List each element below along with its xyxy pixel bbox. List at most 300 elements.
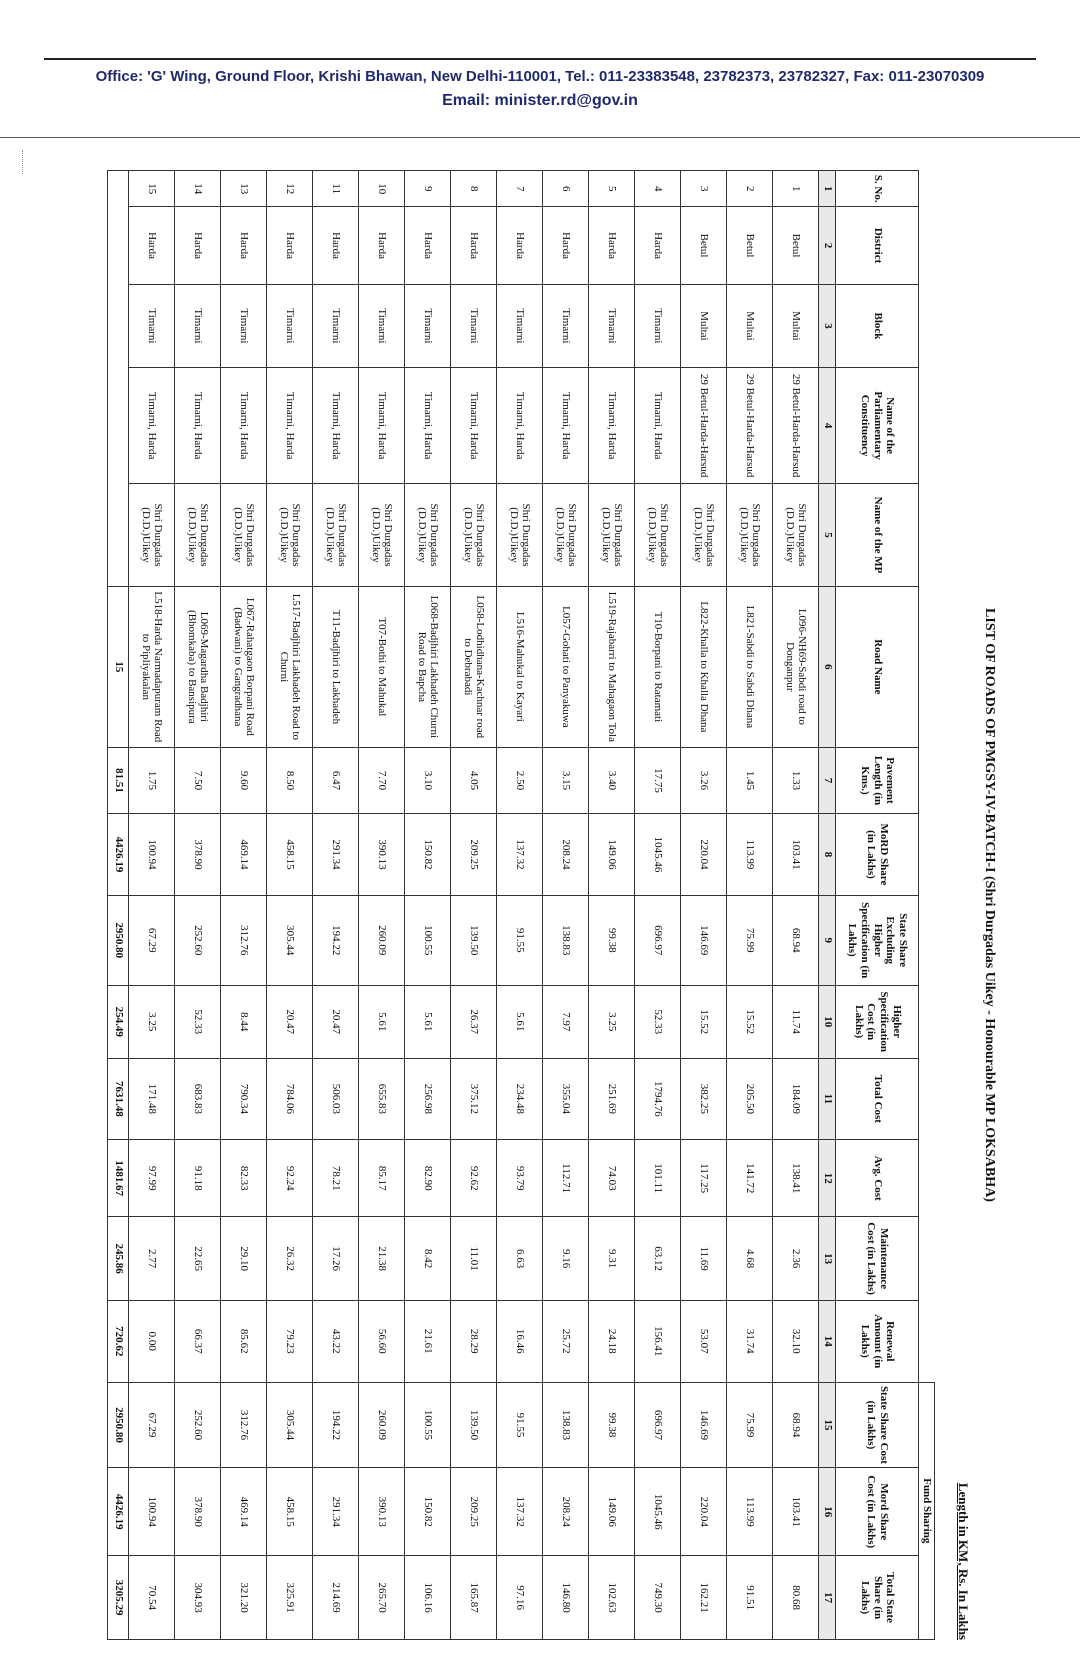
table-cell: 22.65 [175,1217,221,1301]
table-cell: 260.09 [359,1382,405,1468]
table-cell: 63.12 [635,1217,681,1301]
table-cell: 3.25 [589,985,635,1058]
table-row [773,171,819,1640]
table-cell: Harda [313,207,359,284]
table-cell: 17.75 [635,747,681,813]
table-cell: 1.75 [129,747,175,813]
document-title: LIST OF ROADS OF PMGSY-IV-BATCH-I (Shri Durgadas Uikey - Honourable MP LOKSABHA) [982,608,997,1202]
table-cell: 304.93 [175,1556,221,1640]
table-cell: 13 [221,171,267,207]
table-cell: 5 [589,171,635,207]
column-number: 15 [819,1382,836,1468]
table-cell: 1 [773,171,819,207]
table-cell: 6 [543,171,589,207]
table-cell: L068-Badjhiri Lakhadeh Churni Road to Bapcha [405,586,451,747]
table-cell: 112.71 [543,1140,589,1217]
table-cell: Timarni [175,284,221,368]
table-cell: Timarni, Harda [405,368,451,484]
table-cell: 100.55 [405,1382,451,1468]
table-cell: 29 Betul-Harda-Harsud [681,368,727,484]
table-cell: 0.00 [129,1300,175,1382]
table-cell: 1045.46 [635,814,681,895]
table-cell: 194.22 [313,895,359,985]
table-cell: 2.77 [129,1217,175,1301]
table-cell: 24.18 [589,1300,635,1382]
table-cell: 162.21 [681,1556,727,1640]
table-cell: 85.62 [221,1300,267,1382]
table-cell: 70.54 [129,1556,175,1640]
column-header: Renewal Amount (in Lakhs) [836,1300,919,1382]
table-cell: Multai [773,284,819,368]
table-cell: 82.90 [405,1140,451,1217]
table-cell: 375.12 [451,1058,497,1139]
total-cell: 2950.80 [108,895,129,985]
table-cell: L067-Rahatgaon Borpani Road (Badwani) to Gangradhana [221,586,267,747]
table-cell: 208.24 [543,1468,589,1556]
table-cell: 15 [129,171,175,207]
table-cell: 7.70 [359,747,405,813]
table-cell: 1.45 [727,747,773,813]
table-cell: 305.44 [267,895,313,985]
table-cell: 251.69 [589,1058,635,1139]
table-cell: 7 [497,171,543,207]
table-cell: 312.76 [221,895,267,985]
table-row [543,171,589,1640]
table-row [635,171,681,1640]
table-cell: 29.10 [221,1217,267,1301]
table-cell: 93.79 [497,1140,543,1217]
table-cell: 749.30 [635,1556,681,1640]
table-cell: 205.50 [727,1058,773,1139]
table-cell: Harda [221,207,267,284]
table-cell: Harda [175,207,221,284]
table-cell: L517-Badjhiri Lakhadeh Road to Churni [267,586,313,747]
table-cell: 655.83 [359,1058,405,1139]
table-cell: 138.83 [543,1382,589,1468]
table-cell: Timarni, Harda [267,368,313,484]
table-cell: 92.62 [451,1140,497,1217]
table-cell: Betul [773,207,819,284]
table-cell: 256.98 [405,1058,451,1139]
table-cell: 103.41 [773,814,819,895]
table-cell: 56.60 [359,1300,405,1382]
table-cell: 5.61 [497,985,543,1058]
table-cell: Timarni [267,284,313,368]
column-header: Avg. Cost [836,1140,919,1217]
table-cell: 100.94 [129,814,175,895]
table-cell: 321.20 [221,1556,267,1640]
table-cell: 9.31 [589,1217,635,1301]
table-cell: 209.25 [451,1468,497,1556]
table-cell: 91.55 [497,895,543,985]
table-cell: Multai [681,284,727,368]
table-cell: 139.50 [451,1382,497,1468]
column-number: 4 [819,368,836,484]
table-cell: 29 Betul-Harda-Harsud [773,368,819,484]
table-cell: Timarni, Harda [589,368,635,484]
table-cell: 52.33 [175,985,221,1058]
margin-mark [22,150,25,174]
table-cell: 194.22 [313,1382,359,1468]
table-cell: 252.60 [175,895,221,985]
table-cell: 97.99 [129,1140,175,1217]
table-cell: 5.61 [359,985,405,1058]
column-header: State Share Excluding Higher Specification (in Lakhs) [836,895,919,985]
table-cell: 146.80 [543,1556,589,1640]
table-cell: 382.25 [681,1058,727,1139]
table-cell: L519-Rajabarri to Mahagaon Tola [589,586,635,747]
table-cell: Shri Durgadas (D.D.)Uikey [221,484,267,587]
table-cell: 75.99 [727,1382,773,1468]
table-cell: 91.18 [175,1140,221,1217]
table-cell: 15.52 [727,985,773,1058]
table-cell: Timarni [221,284,267,368]
table-cell: 784.06 [267,1058,313,1139]
table-row [497,171,543,1640]
table-cell: 17.26 [313,1217,359,1301]
column-number: 2 [819,207,836,284]
table-cell: Harda [451,207,497,284]
column-number: 1 [819,171,836,207]
table-cell: 97.16 [497,1556,543,1640]
table-cell: 82.33 [221,1140,267,1217]
table-cell: 106.16 [405,1556,451,1640]
total-cell: 4426.19 [108,814,129,895]
table-cell: 790.34 [221,1058,267,1139]
table-cell: 101.11 [635,1140,681,1217]
table-cell: 52.33 [635,985,681,1058]
table-cell: Harda [635,207,681,284]
table-cell: 74.03 [589,1140,635,1217]
table-cell: T11-Badjhiri to Lakhadeh [313,586,359,747]
table-cell: Shri Durgadas (D.D.)Uikey [175,484,221,587]
column-number: 6 [819,586,836,747]
table-cell: 4 [635,171,681,207]
table-cell: L057-Gohati to Panyakuwa [543,586,589,747]
table-cell: 25.72 [543,1300,589,1382]
fund-sharing-row [919,171,935,1640]
table-cell: 683.83 [175,1058,221,1139]
table-cell: 9.16 [543,1217,589,1301]
table-cell: 32.10 [773,1300,819,1382]
table-cell: 165.87 [451,1556,497,1640]
table-cell: Shri Durgadas (D.D.)Uikey [405,484,451,587]
table-cell: 378.90 [175,814,221,895]
fund-sharing-header: Fund Sharing [919,1382,935,1639]
column-number: 10 [819,985,836,1058]
table-cell: Harda [359,207,405,284]
table-cell: 9.60 [221,747,267,813]
table-cell: Shri Durgadas (D.D.)Uikey [451,484,497,587]
table-cell: Timarni [497,284,543,368]
table-cell: Harda [589,207,635,284]
table-cell: Multai [727,284,773,368]
table-cell: 100.94 [129,1468,175,1556]
table-cell: 53.07 [681,1300,727,1382]
column-header: Maintenance Cost (in Lakhs) [836,1217,919,1301]
table-cell: 291.34 [313,814,359,895]
table-cell: 208.24 [543,814,589,895]
table-cell: 291.34 [313,1468,359,1556]
table-cell: Timarni [635,284,681,368]
table-cell: 113.99 [727,814,773,895]
table-cell: 66.37 [175,1300,221,1382]
office-address: Office: 'G' Wing, Ground Floor, Krishi Bhawan, New Delhi-110001, Tel.: 011-23383548, 23782373, 23782327, Fax: 011-23070309 [95,68,985,85]
column-header: District [836,207,919,284]
table-cell: 220.04 [681,1468,727,1556]
table-cell: 137.32 [497,814,543,895]
table-cell: Timarni, Harda [635,368,681,484]
table-cell: 91.55 [497,1382,543,1468]
table-cell: Timarni, Harda [359,368,405,484]
table-body [108,171,819,1640]
table-cell: 138.41 [773,1140,819,1217]
column-number: 14 [819,1300,836,1382]
table-cell: 2.36 [773,1217,819,1301]
table-cell: 1794.76 [635,1058,681,1139]
table-cell: 139.50 [451,895,497,985]
table-cell: 138.83 [543,895,589,985]
table-cell: Timarni [589,284,635,368]
table-cell: L058-Lodhidhana-Kachnar road to Debrabadi [451,586,497,747]
table-cell: 12 [267,171,313,207]
table-cell: 3.25 [129,985,175,1058]
table-cell: 68.94 [773,1382,819,1468]
table-cell: 1045.46 [635,1468,681,1556]
table-row [175,171,221,1640]
column-number: 16 [819,1468,836,1556]
table-cell: 252.60 [175,1382,221,1468]
table-cell: 100.55 [405,895,451,985]
table-cell: 312.76 [221,1382,267,1468]
table-cell: Shri Durgadas (D.D.)Uikey [635,484,681,587]
table-cell: Harda [267,207,313,284]
table-cell: 8 [451,171,497,207]
table-cell: Shri Durgadas (D.D.)Uikey [313,484,359,587]
page-divider [0,137,1080,138]
total-cell: 7631.48 [108,1058,129,1139]
table-cell: 146.69 [681,1382,727,1468]
table-cell: 21.38 [359,1217,405,1301]
rotated-document [112,160,1015,1650]
table-cell: Shri Durgadas (D.D.)Uikey [359,484,405,587]
column-header: Higher Specification Cost (in Lakhs) [836,985,919,1058]
total-cell: 2950.80 [108,1382,129,1468]
table-cell: 7.97 [543,985,589,1058]
table-cell: 171.48 [129,1058,175,1139]
table-cell: 79.23 [267,1300,313,1382]
total-cell: 720.62 [108,1300,129,1382]
table-cell: 149.06 [589,1468,635,1556]
table-row [405,171,451,1640]
table-cell: Harda [129,207,175,284]
table-cell: 214.69 [313,1556,359,1640]
column-header: S. No. [836,171,919,207]
column-header: Mord Share Cost (in Lakhs) [836,1468,919,1556]
table-cell: Shri Durgadas (D.D.)Uikey [589,484,635,587]
table-cell: 1.33 [773,747,819,813]
table-cell: 469.14 [221,814,267,895]
table-cell: L821-Sabdi to Sabdi Dhana [727,586,773,747]
total-row [108,171,129,1640]
table-cell: 2.50 [497,747,543,813]
table-cell: 91.51 [727,1556,773,1640]
table-cell: 150.82 [405,814,451,895]
table-cell: 141.72 [727,1140,773,1217]
table-cell: 103.41 [773,1468,819,1556]
total-cell: 254.49 [108,985,129,1058]
column-header: Total Cost [836,1058,919,1139]
table-cell: 149.06 [589,814,635,895]
table-row [313,171,359,1640]
table-cell: 67.29 [129,1382,175,1468]
table-cell: Timarni, Harda [129,368,175,484]
total-cell: 245.86 [108,1217,129,1301]
table-cell: 92.24 [267,1140,313,1217]
table-cell: 117.25 [681,1140,727,1217]
column-number-row [819,171,836,1640]
table-cell: 3.40 [589,747,635,813]
table-cell: 85.17 [359,1140,405,1217]
table-cell: L069-Magardha Badjhiri (Bhomkaba) to Bansipura [175,586,221,747]
table-cell: Shri Durgadas (D.D.)Uikey [773,484,819,587]
column-header: MoRD Share (in Lakhs) [836,814,919,895]
table-cell: 355.04 [543,1058,589,1139]
table-cell: 458.15 [267,1468,313,1556]
total-spacer [108,171,129,587]
units-note: Length in KM, Rs. In Lakhs [956,1482,971,1640]
table-cell: 31.74 [727,1300,773,1382]
column-header: Road Name [836,586,919,747]
table-cell: 378.90 [175,1468,221,1556]
table-cell: 80.68 [773,1556,819,1640]
table-row [451,171,497,1640]
table-row [589,171,635,1640]
table-cell: Timarni [129,284,175,368]
table-cell: L516-Mahukal to Kayari [497,586,543,747]
table-cell: 325.91 [267,1556,313,1640]
table-cell: 156.41 [635,1300,681,1382]
table-cell: Timarni [405,284,451,368]
total-cell: 4426.19 [108,1468,129,1556]
table-cell: Timarni [543,284,589,368]
table-cell: 234.48 [497,1058,543,1139]
table-cell: 43.22 [313,1300,359,1382]
table-cell: Timarni [359,284,405,368]
column-number: 17 [819,1556,836,1640]
table-cell: Timarni [313,284,359,368]
header-row [836,171,919,1640]
table-cell: Harda [405,207,451,284]
table-cell: L096-NH69-Sabdi road to Donganpur [773,586,819,747]
total-cell: 3205.29 [108,1556,129,1640]
table-cell: 102.63 [589,1556,635,1640]
column-number: 7 [819,747,836,813]
table-cell: 68.94 [773,895,819,985]
table-cell: 458.15 [267,814,313,895]
table-cell: 67.29 [129,895,175,985]
column-number: 12 [819,1140,836,1217]
table-cell: Timarni, Harda [175,368,221,484]
table-cell: 3.10 [405,747,451,813]
table-cell: Betul [681,207,727,284]
table-cell: 10 [359,171,405,207]
total-cell: 1481.67 [108,1140,129,1217]
table-cell: 29 Betul-Harda-Harsud [727,368,773,484]
column-header: Name of the MP [836,484,919,587]
table-row [221,171,267,1640]
table-cell: 8.50 [267,747,313,813]
table-cell: L518-Harda Narmadapuram Road to Pipliyakalan [129,586,175,747]
table-cell: 14 [175,171,221,207]
roads-table [107,170,935,1640]
table-cell: 3.15 [543,747,589,813]
table-cell: L822-Khalla to Khalla Dhana [681,586,727,747]
table-cell: Timarni, Harda [451,368,497,484]
column-header: State Share Cost (in Lakhs) [836,1382,919,1468]
table-cell: Betul [727,207,773,284]
table-cell: 6.47 [313,747,359,813]
table-cell: Shri Durgadas (D.D.)Uikey [267,484,313,587]
table-cell: 8.44 [221,985,267,1058]
table-cell: 3.26 [681,747,727,813]
table-cell: 390.13 [359,1468,405,1556]
table-cell: 5.61 [405,985,451,1058]
table-cell: 21.61 [405,1300,451,1382]
column-number: 5 [819,484,836,587]
table-cell: 26.37 [451,985,497,1058]
header-rule [44,58,1036,60]
table-cell: Timarni, Harda [543,368,589,484]
column-number: 11 [819,1058,836,1139]
table-cell: Shri Durgadas (D.D.)Uikey [497,484,543,587]
table-cell: 220.04 [681,814,727,895]
table-cell: 265.70 [359,1556,405,1640]
column-header: Name of the Parliamentary Constituency [836,368,919,484]
table-cell: 184.09 [773,1058,819,1139]
table-cell: 4.05 [451,747,497,813]
table-cell: 3 [681,171,727,207]
table-cell: 6.63 [497,1217,543,1301]
table-cell: 2 [727,171,773,207]
table-cell: 260.09 [359,895,405,985]
table-cell: 4.68 [727,1217,773,1301]
table-cell: 26.32 [267,1217,313,1301]
table-cell: Shri Durgadas (D.D.)Uikey [129,484,175,587]
table-cell: 469.14 [221,1468,267,1556]
table-cell: Timarni [451,284,497,368]
table-cell: T10-Borpani to Ratamati [635,586,681,747]
table-cell: 113.99 [727,1468,773,1556]
table-cell: Timarni, Harda [313,368,359,484]
table-cell: 146.69 [681,895,727,985]
column-header: Pavement Length (in Kms.) [836,747,919,813]
table-cell: T07-Bothi to Mahukal [359,586,405,747]
table-cell: 696.97 [635,1382,681,1468]
total-cell: 81.51 [108,747,129,813]
table-cell: 7.50 [175,747,221,813]
column-header: Block [836,284,919,368]
table-cell: 11.01 [451,1217,497,1301]
table-cell: 75.99 [727,895,773,985]
column-number: 13 [819,1217,836,1301]
table-cell: 11.69 [681,1217,727,1301]
column-number: 3 [819,284,836,368]
table-cell: Shri Durgadas (D.D.)Uikey [543,484,589,587]
table-cell: 78.21 [313,1140,359,1217]
table-cell: Harda [497,207,543,284]
table-cell: 99.38 [589,1382,635,1468]
